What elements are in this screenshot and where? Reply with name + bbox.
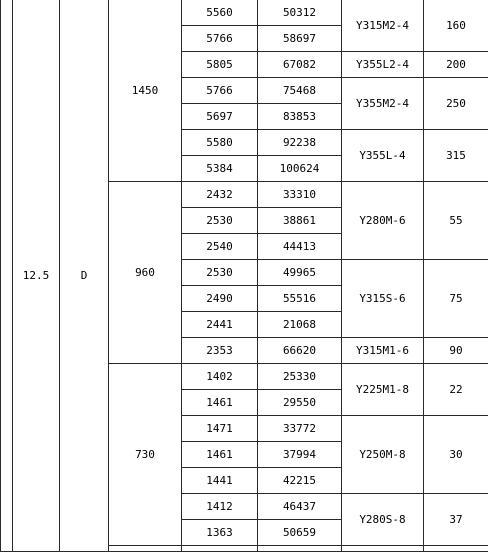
speed-cell: 960 [109, 182, 182, 364]
flow-cell: 5805 [182, 52, 258, 78]
pressure-cell: 55516 [258, 286, 342, 312]
margin-cell [1, 0, 13, 552]
flow-cell: 1363 [182, 520, 258, 546]
flow-cell: 1461 [182, 390, 258, 416]
type-cell: D [60, 0, 109, 552]
flow-cell: 5384 [182, 156, 258, 182]
pressure-cell: 66620 [258, 338, 342, 364]
pressure-cell: 75468 [258, 78, 342, 104]
diameter-cell: 12.5 [13, 0, 60, 552]
motor-model-cell: Y315M1-6 [342, 338, 424, 364]
flow-cell: 2530 [182, 208, 258, 234]
speed-cell: 730 [109, 364, 182, 546]
flow-cell: 5766 [182, 78, 258, 104]
motor-model-cell: Y355L2-4 [342, 52, 424, 78]
power-cell: 22 [424, 364, 488, 416]
flow-cell: 5580 [182, 130, 258, 156]
power-cell: 315 [424, 130, 488, 182]
pressure-cell: 38861 [258, 208, 342, 234]
pressure-cell: 100624 [258, 156, 342, 182]
flow-cell: 1412 [182, 494, 258, 520]
motor-model-cell: Y280S-8 [342, 494, 424, 546]
power-cell: 30 [424, 416, 488, 494]
flow-cell: 1402 [182, 364, 258, 390]
speed-cell: 1450 [109, 0, 182, 182]
flow-cell: 2530 [182, 260, 258, 286]
motor-model-cell: Y355M2-4 [342, 78, 424, 130]
flow-cell: 1441 [182, 468, 258, 494]
power-cell: 160 [424, 0, 488, 52]
pressure-cell: 21068 [258, 312, 342, 338]
flow-cell: 2490 [182, 286, 258, 312]
flow-cell: 5766 [182, 26, 258, 52]
power-cell: 200 [424, 52, 488, 78]
pressure-cell: 67082 [258, 52, 342, 78]
pressure-cell: 29550 [258, 390, 342, 416]
pressure-cell: 42215 [258, 468, 342, 494]
flow-cell: 2353 [182, 338, 258, 364]
power-cell: 90 [424, 338, 488, 364]
pressure-cell: 44413 [258, 234, 342, 260]
pressure-cell: 58697 [258, 26, 342, 52]
flow-cell: 1471 [182, 416, 258, 442]
power-cell: 37 [424, 494, 488, 546]
pressure-cell: 46437 [258, 494, 342, 520]
pressure-cell: 33772 [258, 416, 342, 442]
motor-model-cell: Y280M-6 [342, 182, 424, 260]
motor-model-cell: Y250M-8 [342, 416, 424, 494]
flow-cell: 5560 [182, 0, 258, 26]
pressure-cell: 50659 [258, 520, 342, 546]
motor-model-cell: Y225M1-8 [342, 364, 424, 416]
motor-model-cell: Y355L-4 [342, 130, 424, 182]
pressure-cell: 50312 [258, 0, 342, 26]
table-row [1, 0, 488, 26]
pressure-cell: 33310 [258, 182, 342, 208]
flow-cell: 2540 [182, 234, 258, 260]
flow-cell: 2441 [182, 312, 258, 338]
pressure-cell: 25330 [258, 364, 342, 390]
pressure-cell: 92238 [258, 130, 342, 156]
motor-model-cell: Y315M2-4 [342, 0, 424, 52]
flow-cell: 1461 [182, 442, 258, 468]
power-cell: 75 [424, 260, 488, 338]
pressure-cell: 37994 [258, 442, 342, 468]
power-cell: 55 [424, 182, 488, 260]
pressure-cell: 83853 [258, 104, 342, 130]
power-cell: 250 [424, 78, 488, 130]
pressure-cell: 49965 [258, 260, 342, 286]
flow-cell: 5697 [182, 104, 258, 130]
flow-cell: 2432 [182, 182, 258, 208]
motor-model-cell: Y315S-6 [342, 260, 424, 338]
